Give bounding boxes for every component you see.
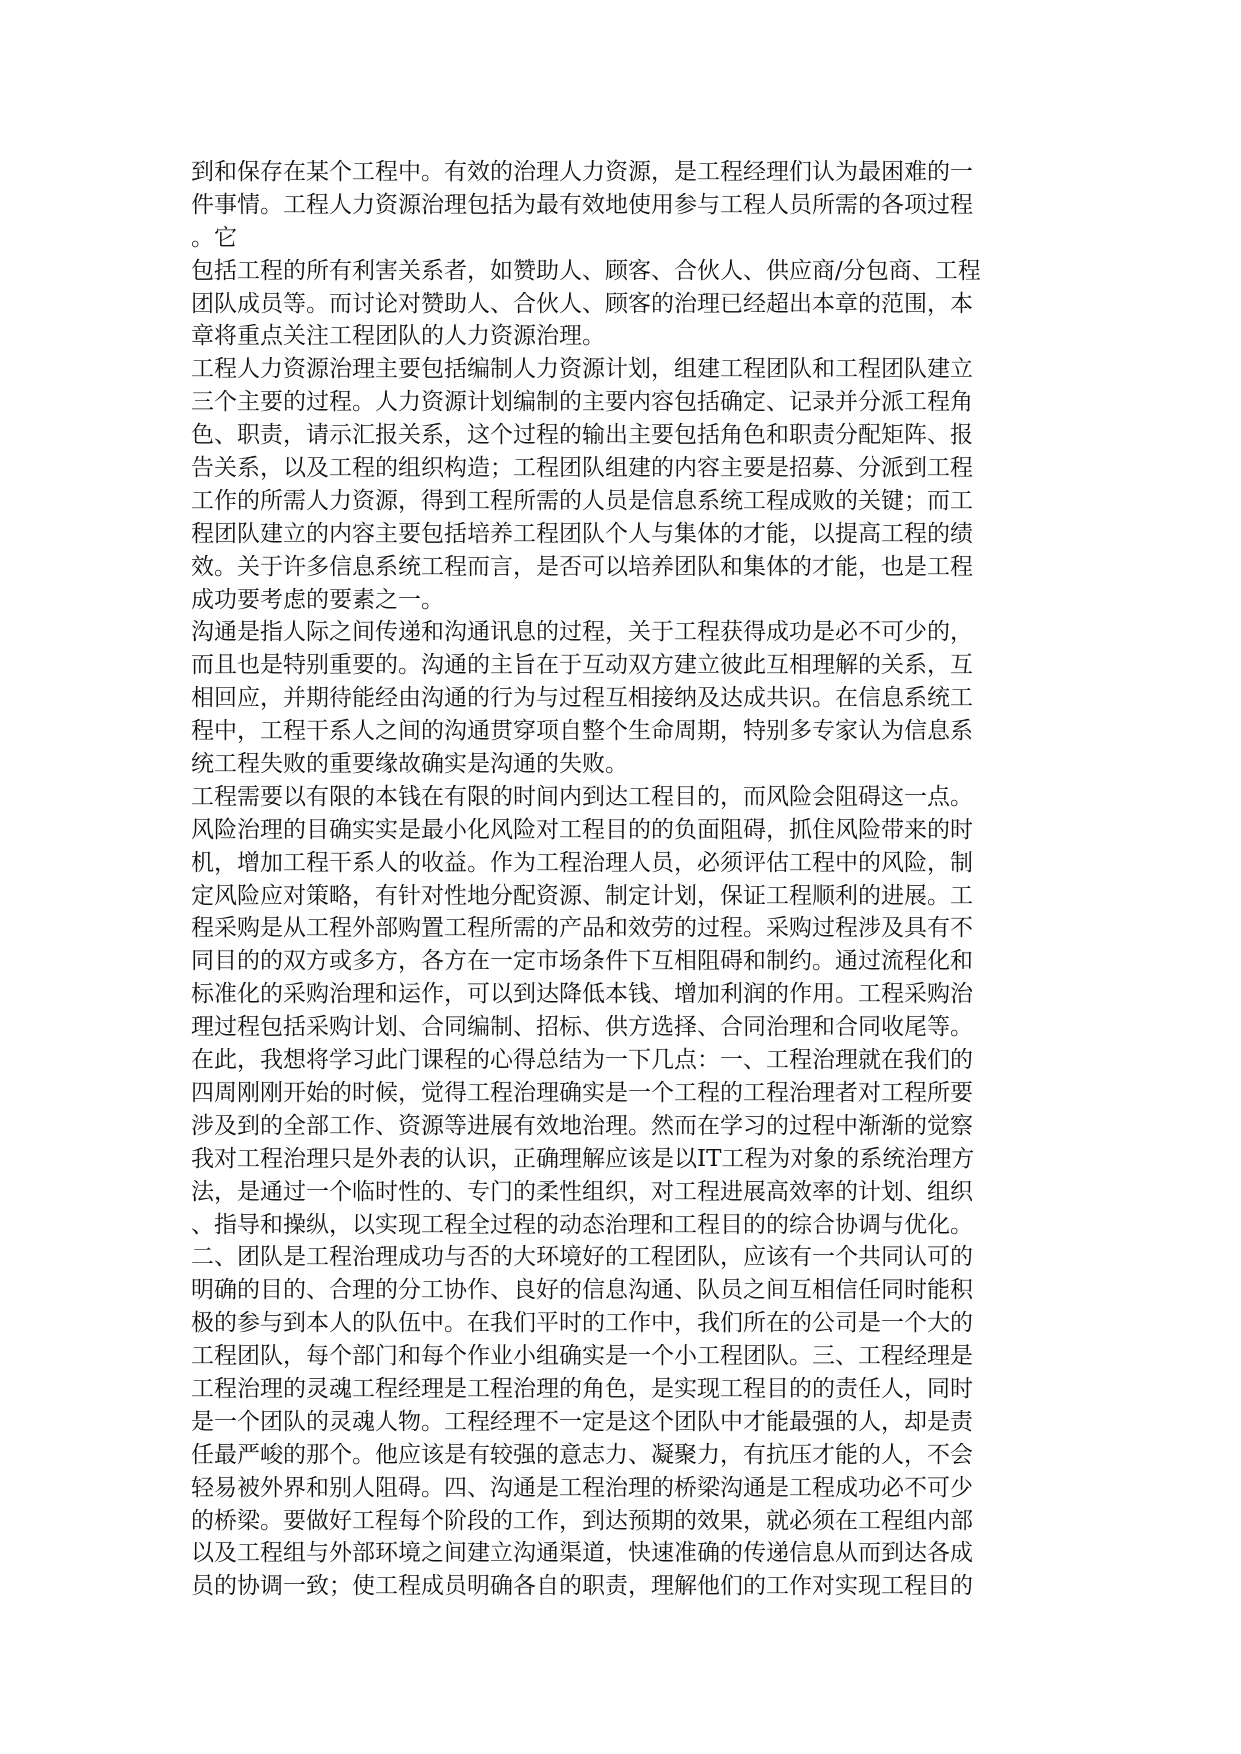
text-line: 统工程失败的重要缘故确实是沟通的失败。 <box>191 751 628 778</box>
text-line: 是一个团队的灵魂人物。工程经理不一定是这个团队中才能最强的人，却是责 <box>191 1408 973 1435</box>
text-line: 标准化的采购治理和运作，可以到达降低本钱、增加利润的作用。工程采购治 <box>191 981 973 1008</box>
text-line: 相回应，并期待能经由沟通的行为与过程互相接纳及达成共识。在信息系统工 <box>191 685 973 712</box>
text-line: 二、团队是工程治理成功与否的大环境好的工程团队，应该有一个共同认可的 <box>191 1244 973 1271</box>
text-line: 员的协调一致；使工程成员明确各自的职责，理解他们的工作对实现工程目的 <box>191 1573 973 1600</box>
text-line: 章将重点关注工程团队的人力资源治理。 <box>191 323 605 350</box>
text-line: 机，增加工程干系人的收益。作为工程治理人员，必须评估工程中的风险，制 <box>191 849 973 876</box>
text-line: 效。关于许多信息系统工程而言，是否可以培养团队和集体的才能，也是工程 <box>191 553 973 580</box>
text-line: 四周刚刚开始的时候，觉得工程治理确实是一个工程的工程治理者对工程所要 <box>191 1079 973 1106</box>
text-line: 。它 <box>191 224 237 251</box>
text-line: 沟通是指人际之间传递和沟通讯息的过程，关于工程获得成功是必不可少的， <box>191 619 973 646</box>
text-line: 以及工程组与外部环境之间建立沟通渠道，快速准确的传递信息从而到达各成 <box>191 1540 973 1567</box>
text-line: 三个主要的过程。人力资源计划编制的主要内容包括确定、记录并分派工程角 <box>191 389 973 416</box>
document-body <box>191 156 1051 1603</box>
text-line: 在此，我想将学习此门课程的心得总结为一下几点：一、工程治理就在我们的 <box>191 1047 973 1074</box>
text-line: 工程团队，每个部门和每个作业小组确实是一个小工程团队。三、工程经理是 <box>191 1343 973 1370</box>
text-line: 包括工程的所有利害关系者，如赞助人、顾客、合伙人、供应商/分包商、工程 <box>191 257 981 284</box>
text-line: 同目的的双方或多方，各方在一定市场条件下互相阻碍和制约。通过流程化和 <box>191 948 973 975</box>
text-line: 程中，工程干系人之间的沟通贯穿项自整个生命周期，特别多专家认为信息系 <box>191 718 973 745</box>
text-line: 风险治理的目确实实是最小化风险对工程目的的负面阻碍，抓住风险带来的时 <box>191 816 973 843</box>
text-line: 的桥梁。要做好工程每个阶段的工作，到达预期的效果，就必须在工程组内部 <box>191 1507 973 1534</box>
text-line: 到和保存在某个工程中。有效的治理人力资源，是工程经理们认为最困难的一 <box>191 159 973 185</box>
text-line: 轻易被外界和别人阻碍。四、沟通是工程治理的桥梁沟通是工程成功必不可少 <box>191 1474 973 1501</box>
text-line: 定风险应对策略，有针对性地分配资源、制定计划，保证工程顺利的进展。工 <box>191 882 973 909</box>
text-line: 件事情。工程人力资源治理包括为最有效地使用参与工程人员所需的各项过程 <box>191 191 973 218</box>
text-line: 工程治理的灵魂工程经理是工程治理的角色，是实现工程目的的责任人，同时 <box>191 1375 973 1402</box>
text-line: 涉及到的全部工作、资源等进展有效地治理。然而在学习的过程中渐渐的觉察 <box>191 1112 973 1139</box>
text-line: 工作的所需人力资源，得到工程所需的人员是信息系统工程成败的关键；而工 <box>191 487 973 514</box>
text-line: 理过程包括采购计划、合同编制、招标、供方选择、合同治理和合同收尾等。 <box>191 1014 973 1041</box>
text-line: 法，是通过一个临时性的、专门的柔性组织，对工程进展高效率的计划、组织 <box>191 1178 973 1205</box>
text-line: 、指导和操纵，以实现工程全过程的动态治理和工程目的的综合协调与优化。 <box>191 1211 973 1238</box>
text-line: 工程需要以有限的本钱在有限的时间内到达工程目的，而风险会阻碍这一点。 <box>191 783 973 810</box>
text-line: 极的参与到本人的队伍中。在我们平时的工作中，我们所在的公司是一个大的 <box>191 1310 973 1337</box>
text-line: 而且也是特别重要的。沟通的主旨在于互动双方建立彼此互相理解的关系，互 <box>191 652 973 679</box>
text-line: 团队成员等。而讨论对赞助人、合伙人、顾客的治理已经超出本章的范围，本 <box>191 290 973 317</box>
text-line: 色、职责，请示汇报关系，这个过程的输出主要包括角色和职责分配矩阵、报 <box>191 422 973 449</box>
text-line: 我对工程治理只是外表的认识，正确理解应该是以IT工程为对象的系统治理方 <box>191 1145 975 1172</box>
text-line: 成功要考虑的要素之一。 <box>191 586 444 613</box>
text-line: 任最严峻的那个。他应该是有较强的意志力、凝聚力，有抗压才能的人，不会 <box>191 1441 973 1468</box>
text-line: 程团队建立的内容主要包括培养工程团队个人与集体的才能，以提高工程的绩 <box>191 520 973 547</box>
text-line: 工程人力资源治理主要包括编制人力资源计划，组建工程团队和工程团队建立 <box>191 356 973 383</box>
text-line: 程采购是从工程外部购置工程所需的产品和效劳的过程。采购过程涉及具有不 <box>191 915 973 942</box>
text-line: 明确的目的、合理的分工协作、良好的信息沟通、队员之间互相信任同时能积 <box>191 1277 973 1304</box>
text-line: 告关系，以及工程的组织构造；工程团队组建的内容主要是招募、分派到工程 <box>191 455 973 482</box>
